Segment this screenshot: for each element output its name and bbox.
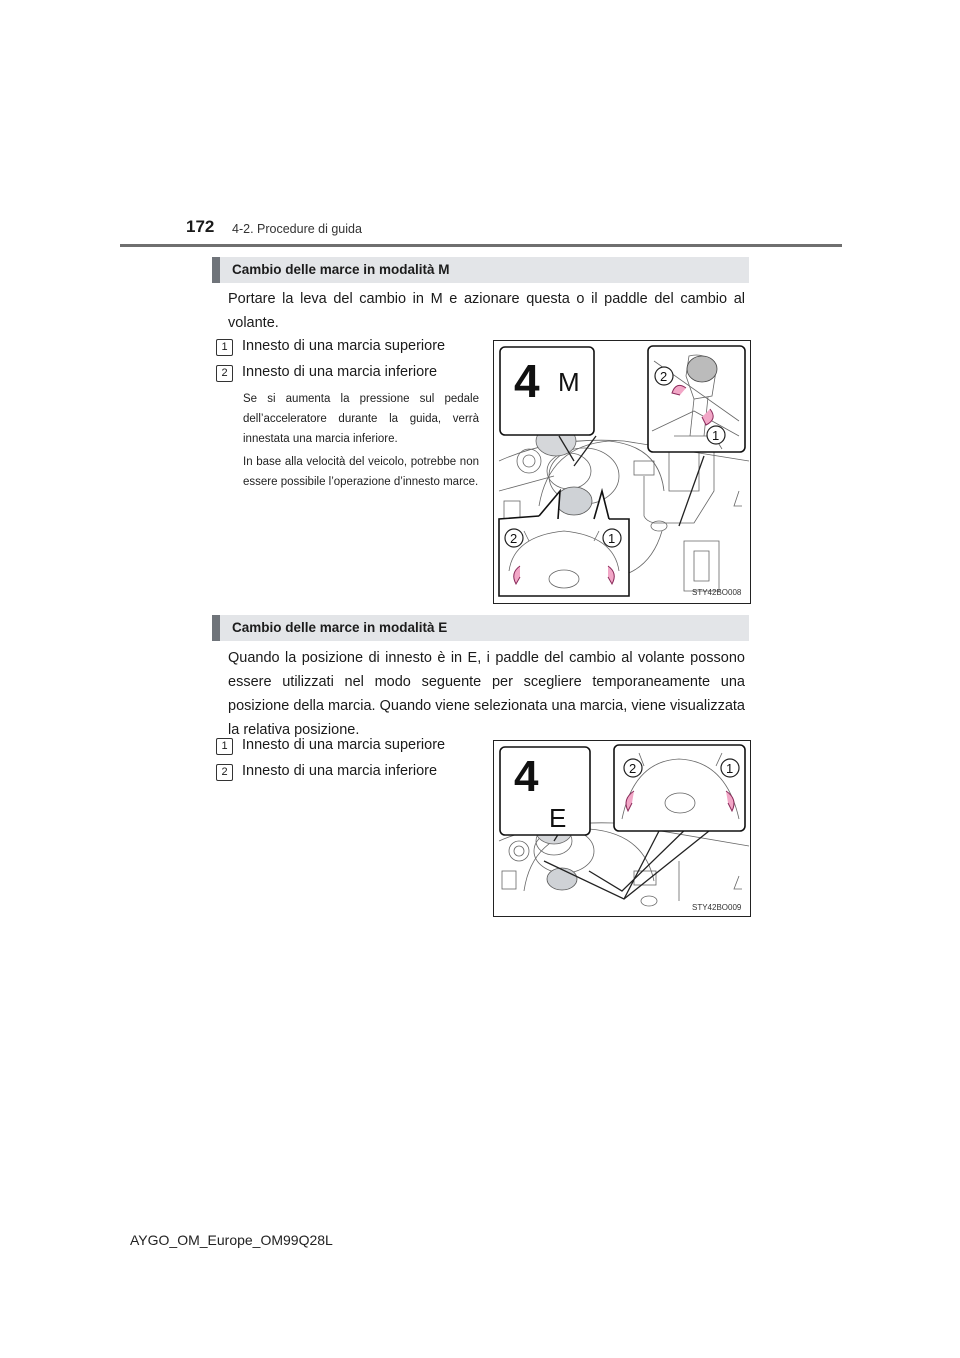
display-gear-e: 4 [514,752,539,801]
figure-code: STY42BO009 [692,903,742,912]
intro-paragraph-m: Portare la leva del cambio in M e azionare questa o il paddle del cambio al volante. [228,291,745,331]
step-number-badge: 2 [216,764,233,781]
header-divider [120,244,842,247]
step-label: Innesto di una marcia inferiore [242,763,438,779]
figure-code: STY42BO008 [692,588,742,597]
step-label: Innesto di una marcia superiore [242,338,446,354]
section-title: 4-2. Procedure di guida [232,222,362,236]
step-label: Innesto di una marcia superiore [242,737,446,753]
illustration-e [494,741,750,916]
figure-paddle-shift-e [493,740,751,917]
section-heading-m [212,257,749,283]
section-heading-e [212,615,749,641]
callout-1: 1 [608,531,616,546]
display-mode-m: M [558,367,580,397]
callout-2: 2 [510,531,518,546]
note-paragraph: Se si aumenta la pressione sul pedale dell’acceleratore durante la guida, verrà innestata una marcia inferiore. [243,393,479,445]
figure-paddle-shift-m [493,340,751,604]
note-paragraph: In base alla velocità del veicolo, potrebbe non essere possibile l’operazione d’innesto marce. [243,456,479,488]
step-number-badge: 1 [216,339,233,356]
page-number: 172 [186,217,215,236]
step-number-badge: 2 [216,365,233,382]
step-number-badge: 1 [216,738,233,755]
callout-1: 1 [712,428,720,443]
section-heading-m-text: Cambio delle marce in modalità M [232,262,450,277]
intro-paragraph-e: Quando la posizione di innesto è in E, i paddle del cambio al volante possono essere utilizzati nel modo seguente per scegliere temporaneamente una posizione della marcia. Quando viene selezionata una marcia, viene visualizzata la relativa posizione. [228,650,745,738]
callout-1: 1 [726,761,734,776]
callout-2: 2 [629,761,637,776]
display-mode-e: E [549,803,567,833]
illustration-m [494,341,750,603]
display-gear-m: 4 [514,355,540,407]
callout-2: 2 [660,369,668,384]
section-heading-e-text: Cambio delle marce in modalità E [232,620,448,635]
document-id: AYGO_OM_Europe_OM99Q28L [130,1232,333,1248]
step-label: Innesto di una marcia inferiore [242,364,438,380]
